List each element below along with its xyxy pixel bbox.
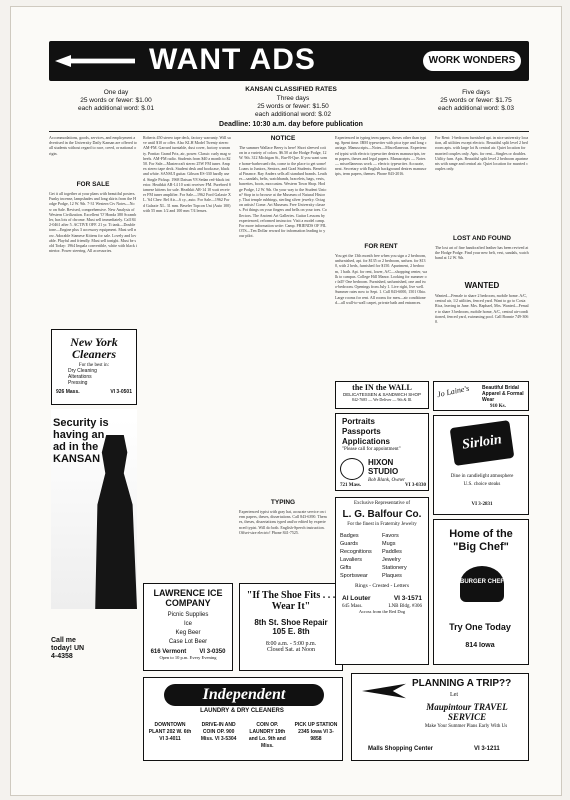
- balfour-item: Mugs: [382, 541, 396, 547]
- balfour-item: Plaques: [382, 573, 402, 579]
- balfour-item: Jewelry: [382, 557, 401, 563]
- balfour-item: Badges: [340, 533, 359, 539]
- col2-for-sale-text: Roberts 450 stereo tape deck, factory warranty. Will save until $10 or offer. Also KLH Model Twenty stereo AM-FM. Garrard turntable, dust cover, factory warranty. Pontiac Grand Prix, air, power. Classic curly mag wheels. AM-FM radio. Students from $40 a month to $250. For Sale—Mastercraft stereo 25W FM tuner. Ampex stereo tape deck. Student desk and bookcase, black and white. SANSUI guitar. Gibson ES-330 hardly used. Single Pickup. 1968 Datsun V8 Sedan red-black interior. Heathkit AR-14 10 watt receiver FM. Purebred Siamese kittens for sale. Heathkit AR-14 10 watt receiver FM tuner amplifier. For Sale—1962 Ford Galaxie XL. '64 Chev. Bel Air—6 cy., auto. For Sale—1962 Ford Galaxie XL. 31 mm. Beseler Topcon Uni (Auto 100) with 55 mm 1/2 and 100 mm 7/4 lenses.: [143, 135, 231, 213]
- ice-item: Picnic Supplies: [167, 612, 209, 618]
- balfour-item: Favors: [382, 533, 399, 539]
- ad-balfour: Exclusive Representative of L. G. Balfour Co. For the finest in Fraternity Jewelry Badges Guards Recognitions Lavaliers Gifts Sportswear Favors Mugs Paddles Jewelry Stationery Plaques Rings - Crested - Letters Al Louter VI 3-1571 645 Mass. LNB Bldg. #306 Across from the Red Dog: [335, 497, 429, 665]
- ice-item: Case Lot Beer: [168, 639, 208, 645]
- ny-item: Alterations: [68, 374, 92, 380]
- hixon-item: Portraits: [342, 417, 375, 426]
- col5-lost-text: The lost art of fine handcrafted leather has been revived at the Hodge Podge. Find your new belt, vest, sandals, watchband at 12 W. 9th.: [435, 245, 529, 261]
- ad-ny-cleaners: New York Cleaners For the best in: Dry Cleaning Alterations Pressing 926 Mass. VI 3-0501: [51, 329, 137, 405]
- balfour-item: Guards: [340, 541, 359, 547]
- hixon-item: Passports: [342, 427, 381, 436]
- balfour-item: Sportswear: [340, 573, 368, 579]
- ny-item: Pressing: [68, 380, 88, 386]
- divider: [49, 131, 529, 132]
- rate-one-day: One day 25 words or fewer: $1.00 each additional word: $.01: [78, 89, 154, 112]
- section-notice: NOTICE: [270, 135, 296, 142]
- location-column: PICK UP STATION 2345 Iowa VI 3-9858: [294, 722, 338, 742]
- rate-five-days: Five days 25 words or fewer: $1.75 each additional word: $.03: [438, 89, 514, 112]
- section-wanted: WANTED: [464, 281, 500, 290]
- sirloin-logo: Sirloin: [450, 420, 515, 466]
- location-column: DOWNTOWN PLANT 202 W. 6th VI 3-4011: [148, 722, 192, 742]
- arrow-left-icon: [55, 55, 135, 67]
- col1-for-sale-text: Get it all together at your plans with beautiful posters. Funky incense, lampshades and long skirts from the Hodge Podge, 12 W. 9th. 7-31 Western Civ Notes—Now on Sale. Revised, comprehensive. New Analysis of Western Civilization. Excellent 'O' Honda 380 Scrambler, has lots of chrome. Must sell immediately. Call 842-0461 after 5. ACTIVE OFF. 21 yr. Ti tank—Double tone—Engine plus 3 accessory equipment. Must sell now. Adorable Siamese Kittens for sale. Lovely and lovable. Playful and friendly. Must sell tonight. Must be sold Today: 1964 Impala convertible, white with black interior. Power steering. All accessories.: [49, 191, 137, 254]
- camera-icon: [340, 458, 364, 480]
- balfour-item: Recognitions: [340, 549, 372, 555]
- ad-burger-chef: Home of the "Big Chef" BURGER CHEF Try One Today 814 Iowa: [433, 519, 529, 665]
- location-column: DRIVE-IN AND COIN OP. 900 Miss. VI 3-5304: [200, 722, 237, 742]
- col3-typing-text: Experienced typist with gray hat, accurate service on term papers, theses, dissertations. Call 843-6390. Themes, theses, dissertations typed and/or edited by experienced typist. Will do both. English-Speech instruction. Offset-size electric! Phone 841-7525.: [239, 509, 327, 535]
- section-for-rent: FOR RENT: [364, 243, 398, 250]
- hixon-item: Applications: [342, 437, 391, 446]
- ny-cleaners-title: New York Cleaners: [70, 335, 118, 361]
- section-lost-found: LOST AND FOUND: [453, 235, 511, 242]
- newspaper-page: [10, 6, 562, 796]
- banner-title: WANT ADS: [149, 43, 316, 76]
- col3-notice-text: The summer Wallace Beery is here! Short sleeved cotton in a variety of colors. $6.50 at the Hodge Podge, 12 W. 9th. 312 Michigan St., Bar-B-Que. If you want some home-barbecued ribs, come to the place to get some! Loans to Juniors, Seniors, and Grad Students. Beneficial Finance. Ray Anders sells all standard brands. Leather—sandals, belts, watchbands, bracelets, bags, vests, barrettes, boots, moccasins. Western Town Shop. Hodge Podge, 12 W. 9th. On your way to the Student Union? Stop in to browse at the Museum of Natural History. Thai temple rubbings, sterling silver jewelry. Octagon artists! Come. Art Museum. Free University classes. Pot things on your fingers and bells on your toes. Collectors. The Ancient Art Galleries. Guitar Lessons by experienced, reformed instructor. Visit a model camp. For more information write: Camp. FRIENDS OF PILOTS—Ten Dollar reward for information leading to your pilot.: [239, 145, 327, 239]
- ad-independent: Independent LAUNDRY & DRY CLEANERS DOWNTOWN PLANT 202 W. 6th VI 3-4011 DRIVE-IN AND COIN OP. 900 Miss. VI 3-5304 COIN OP. LAUNDRY 19th and Lo. 9th and Miss. PICK UP STATION 2345 Iowa VI 3-9858: [143, 677, 343, 761]
- ny-item: Dry Cleaning: [68, 368, 97, 374]
- work-wonders-badge: WORK WONDERS: [423, 51, 521, 71]
- balfour-item: Lavaliers: [340, 557, 363, 563]
- balfour-item: Stationery: [382, 565, 407, 571]
- burger-chef-logo: BURGER CHEF: [460, 566, 504, 602]
- deadline: Deadline: 10:30 a.m. day before publication: [219, 121, 363, 128]
- section-for-sale: FOR SALE: [76, 181, 110, 188]
- col1-intro: Accommodations, goods, services, and employment advertised in the University Daily Kansan are offered to all students without regard to race, creed, or national origin.: [49, 135, 137, 156]
- ad-security: [51, 409, 137, 609]
- col4-text: Experienced in typing term papers, theses other than typing. Spent time. IBM typewriter with pica type and long carriage. Manuscripts—Notes—Miscellaneous. Experienced typist with electric typewriter desires manuscripts, term papers, theses and legal papers. Manuscripts — Notes — miscellaneous work — electric typewriter. Accurate, neat. Secretary with English background desires manuscripts, term papers, themes. Phone 843-2016.: [335, 135, 427, 177]
- rates-heading: KANSAN CLASSIFIED RATES: [245, 86, 337, 93]
- col5-text: For Rent: 1-bedroom furnished apt. in nice university location, all utilities except electric. Beautiful split level 2 bedroom apts. with large lot & central air. Quiet location for married couples only. Apts. for rent—Singles or doubles. Utility furn. Apts. Beautiful split level 2 bedroom apartments with range and central air. Quiet location for married couples only.: [435, 135, 529, 172]
- ice-item: Ice: [183, 621, 192, 627]
- col4-for-rent-text: You get the 13th month free when you sign a 2 bedroom, unfurnished, apt. for $135 or 2 bedroom, unfurn. for $130, with 2 beds, furnished for $150. Apartment, 2 bedroom, 1 bath. Apt. for rent, lower, A/C—shopping center, walk to campus. College Hill Manor. Looking for summer or fall? One bedroom. Furnished, unfurnished, one and two-bedroom. Openings from July 1. Live right, live well. Summer rates now to Sept. 1. Call 843-6000, 1501 Ohio. Large rooms for rent. All rooms for men—air conditioned—all wall-to-wall carpet, private bath and entrances.: [335, 253, 427, 305]
- section-typing: TYPING: [270, 499, 296, 506]
- col5-wanted-text: Wanted—Female to share 2 bedroom, mobile home. A/C, central air, 1/2 utilities, fenced yard. Want to go to Costa Rica, leaving in June. Mrs. Raphael, Mrs. Wanted—Female to share 3 bedroom, mobile home, A/C, central air-conditioned, fenced yard, swimming pool. Call Bonnie 749-3060.: [435, 293, 529, 325]
- balfour-item: Paddles: [382, 549, 402, 555]
- security-call: Call me today! UN 4-4358: [51, 637, 85, 660]
- rate-three-days: Three days 25 words or fewer: $1.50 each additional word: $.02: [255, 95, 331, 118]
- location-column: COIN OP. LAUNDRY 19th and Lo. 9th and Miss.: [248, 722, 286, 749]
- ad-shoe-repair: "If The Shoe Fits . . . Wear It" 8th St. Shoe Repair 105 E. 8th 8:00 a.m. - 5:00 p.m. Closed Sat. at Noon: [239, 583, 343, 671]
- ad-hixon-studio: Portraits Passports Applications "Please call for appointment" HIXON STUDIO Bob Blank, Owner 721 Mass. VI 3-0330: [335, 413, 429, 491]
- security-text: Security is having an ad in the KANSAN: [53, 417, 109, 465]
- ad-in-the-wall: the IN the WALL DELICATESSEN & SANDWICH SHOP 842-7685 — We Deliver — 9th & Ill.: [335, 381, 429, 409]
- want-ads-banner: [49, 41, 529, 81]
- ad-lawrence-ice: LAWRENCE ICE COMPANY Picnic Supplies Ice Keg Beer Case Lot Beer 616 Vermont VI 3-0350 Open to 10 p.m. Every Evening: [143, 583, 233, 671]
- balfour-item: Gifts: [340, 565, 352, 571]
- fashion-logo: Jo Laine's: [436, 383, 470, 400]
- ice-item: Keg Beer: [175, 630, 201, 636]
- ad-maupintour: PLANNING A TRIP?? Let Maupintour TRAVEL SERVICE Make Your Summer Plans Early With Us Malls Shopping Center VI 3-1211: [351, 673, 529, 761]
- ad-bridal: Jo Laine's Beautiful Bridal Apparel & Formal Wear 910 Ks.: [433, 381, 529, 411]
- independent-logo: Independent: [164, 684, 324, 706]
- ad-sirloin: Sirloin Dine in candlelight atmosphere U.S. choice steaks VI 3-2831: [433, 415, 529, 515]
- airplane-icon: [362, 682, 406, 700]
